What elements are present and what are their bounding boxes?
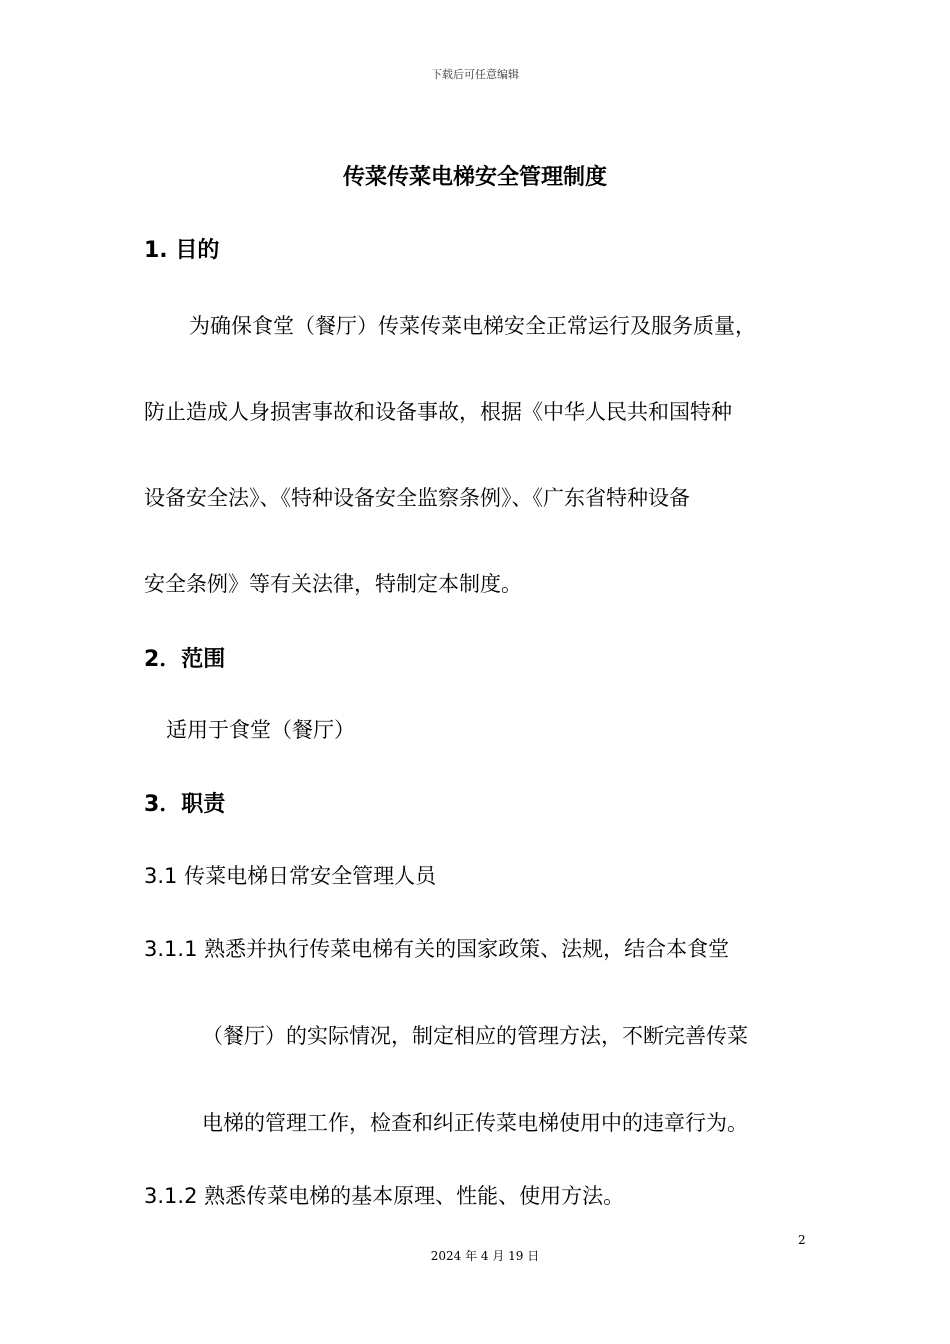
section-1-paragraph-line: 安全条例》等有关法律，特制定本制度。 xyxy=(144,572,522,596)
subsection-3-1-1-line: 3.1.1 熟悉并执行传菜电梯有关的国家政策、法规，结合本食堂 xyxy=(144,937,730,961)
section-2-text: 适用于食堂（餐厅） xyxy=(166,718,355,742)
section-1-heading: 1. 目的 xyxy=(144,238,220,263)
page-header-note: 下载后可任意编辑 xyxy=(431,68,519,81)
footer-date: 2024 年 4 月 19 日 xyxy=(430,1249,540,1263)
section-1-paragraph-line: 设备安全法》、《特种设备安全监察条例》、《广东省特种设备 xyxy=(144,486,690,510)
section-3-heading: 3．职责 xyxy=(144,792,226,817)
section-2-heading: 2．范围 xyxy=(144,647,226,672)
subsection-3-1-1-line: （餐厅）的实际情况，制定相应的管理方法，不断完善传菜 xyxy=(202,1024,748,1048)
document-title: 传菜传菜电梯安全管理制度 xyxy=(342,165,607,190)
section-1-paragraph-line: 为确保食堂（餐厅）传菜传菜电梯安全正常运行及服务质量， xyxy=(189,314,756,338)
subsection-3-1-2: 3.1.2 熟悉传菜电梯的基本原理、性能、使用方法。 xyxy=(144,1184,625,1208)
subsection-3-1-1-line: 电梯的管理工作，检查和纠正传菜电梯使用中的违章行为。 xyxy=(202,1111,748,1135)
section-1-paragraph-line: 防止造成人身损害事故和设备事故，根据《中华人民共和国特种 xyxy=(144,400,732,424)
subsection-3-1-title: 3.1 传菜电梯日常安全管理人员 xyxy=(144,864,437,888)
page-number: 2 xyxy=(798,1233,806,1247)
